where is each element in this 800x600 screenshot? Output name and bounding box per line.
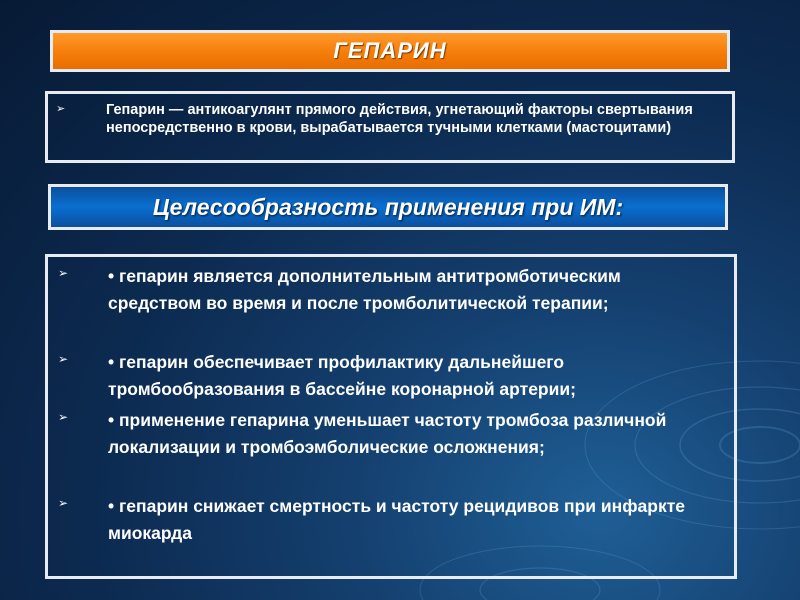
slide-title: ГЕПАРИН — [333, 38, 447, 63]
title-banner — [50, 30, 730, 72]
list-item-text: • гепарин является дополнительным антитромботическим средством во время и после тромболитической терапии; — [108, 266, 621, 313]
arrow-bullet-icon: ➢ — [56, 103, 66, 115]
definition-text: Гепарин — антикоагулянт прямого действия, угнетающий факторы свертывания непосредственно в крови, вырабатывается тучными клетками (мастоцитами) — [106, 102, 693, 136]
definition-box — [45, 91, 735, 163]
arrow-bullet-icon: ➢ — [58, 496, 69, 510]
list-item-text: • гепарин снижает смертность и частоту рецидивов при инфаркте миокарда — [108, 496, 686, 543]
arrow-bullet-icon: ➢ — [58, 352, 69, 366]
arrow-bullet-icon: ➢ — [58, 410, 69, 424]
subtitle-banner — [48, 184, 728, 230]
list-item-text: • применение гепарина уменьшает частоту тромбоза различной локализации и тромбоэмболические осложнения; — [108, 410, 667, 457]
list-item-text: • гепарин обеспечивает профилактику дальнейшего тромбообразования в бассейне коронарной артерии; — [108, 352, 576, 399]
indications-list — [45, 254, 737, 579]
arrow-bullet-icon: ➢ — [58, 266, 69, 280]
subtitle-text: Целесообразность применения при ИМ: — [152, 193, 624, 220]
